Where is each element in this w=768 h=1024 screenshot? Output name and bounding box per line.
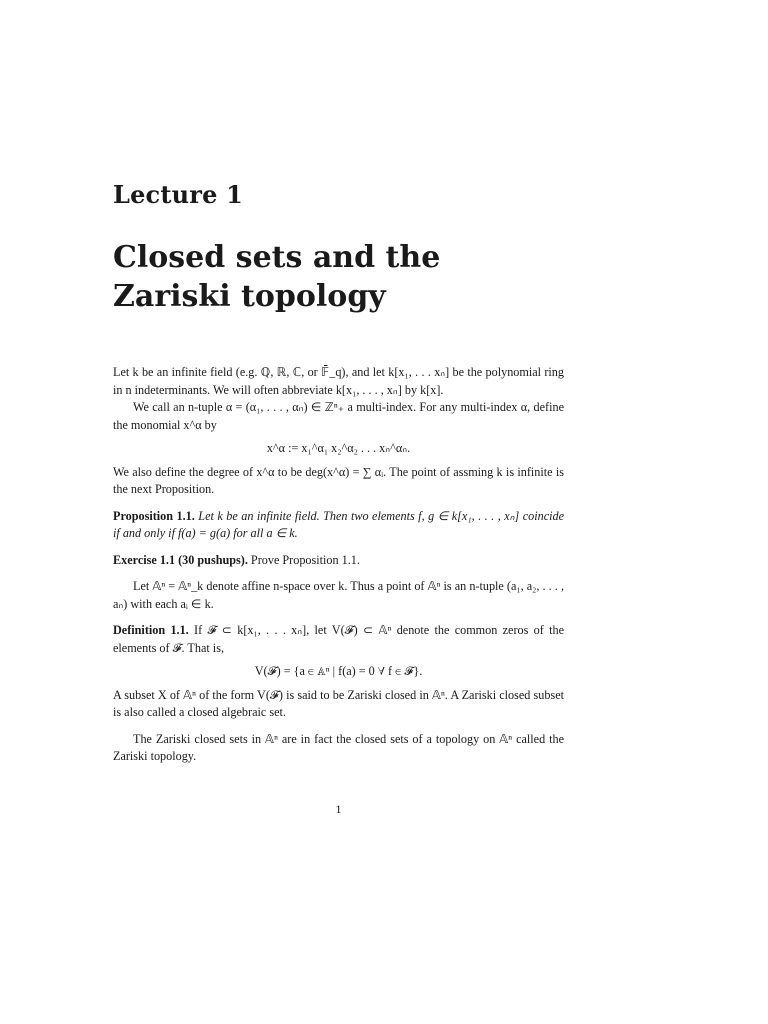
equation-monomial: x^α := x₁^α₁ x₂^α₂ . . . xₙ^αₙ. [266, 441, 411, 455]
exercise-text: Prove Proposition 1.1. [250, 552, 360, 567]
paragraph-affine-space: Let 𝔸ⁿ = 𝔸ⁿ_k denote affine n-space over k. Thus a point of 𝔸ⁿ is an n-tuple (a₁, a₂, . . . , aₙ) with each aᵢ ∈ k. [113, 579, 564, 611]
exercise-label: Exercise 1.1 (30 pushups). [113, 552, 248, 567]
proposition-text: Let k be an infinite field. Then two elements f, g ∈ k[x₁, . . . , xₙ] coincide if and only if f(a) = g(a) for all a ∈ k. [113, 508, 564, 540]
exercise-1-1 [113, 552, 564, 570]
paragraph-zariski-closed: A subset X of 𝔸ⁿ of the form V(𝓕) is said to be Zariski closed in 𝔸ⁿ. A Zariski closed subset is also called a closed algebraic set. [113, 687, 564, 719]
paragraph-intro: Let k be an infinite field (e.g. ℚ, ℝ, ℂ, or 𝔽̄_q), and let k[x₁, . . . xₙ] be the polynomial ring in n indeterminants. We will often abbreviate k[x₁, . . . , xₙ] by k[x]. [113, 365, 564, 397]
definition-text: If 𝓕 ⊂ k[x₁, . . . xₙ], let V(𝓕) ⊂ 𝔸ⁿ denote the common zeros of the elements of 𝓕. That is, [113, 623, 565, 655]
paragraph-zariski-topology: The Zariski closed sets in 𝔸ⁿ are in fact the closed sets of a topology on 𝔸ⁿ called the Zariski topology. [113, 731, 564, 763]
definition-1-1 [113, 622, 564, 657]
proposition-1-1 [113, 508, 564, 543]
paragraph-multi-index: We call an n-tuple α = (α₁, . . . , αₙ) ∈ ℤⁿ₊ a multi-index. For any multi-index α, define the monomial x^α by [113, 400, 564, 432]
definition-label: Definition 1.1. [113, 623, 189, 637]
equation-zero-set: V(𝓕) = {a ∈ 𝔸ⁿ | f(a) = 0 ∀ f ∈ 𝓕}. [254, 664, 423, 678]
proposition-label: Proposition 1.1. [113, 508, 195, 523]
lecture-heading: Lecture 1 [113, 180, 244, 209]
page-title: Closed sets and the Zariski topology [113, 240, 441, 314]
page-number: 1 [335, 802, 342, 816]
document-body [113, 364, 564, 766]
paragraph-degree: We also define the degree of x^α to be deg(x^α) = ∑ αᵢ. The point of assming k is infinite is the next Proposition. [113, 464, 564, 496]
